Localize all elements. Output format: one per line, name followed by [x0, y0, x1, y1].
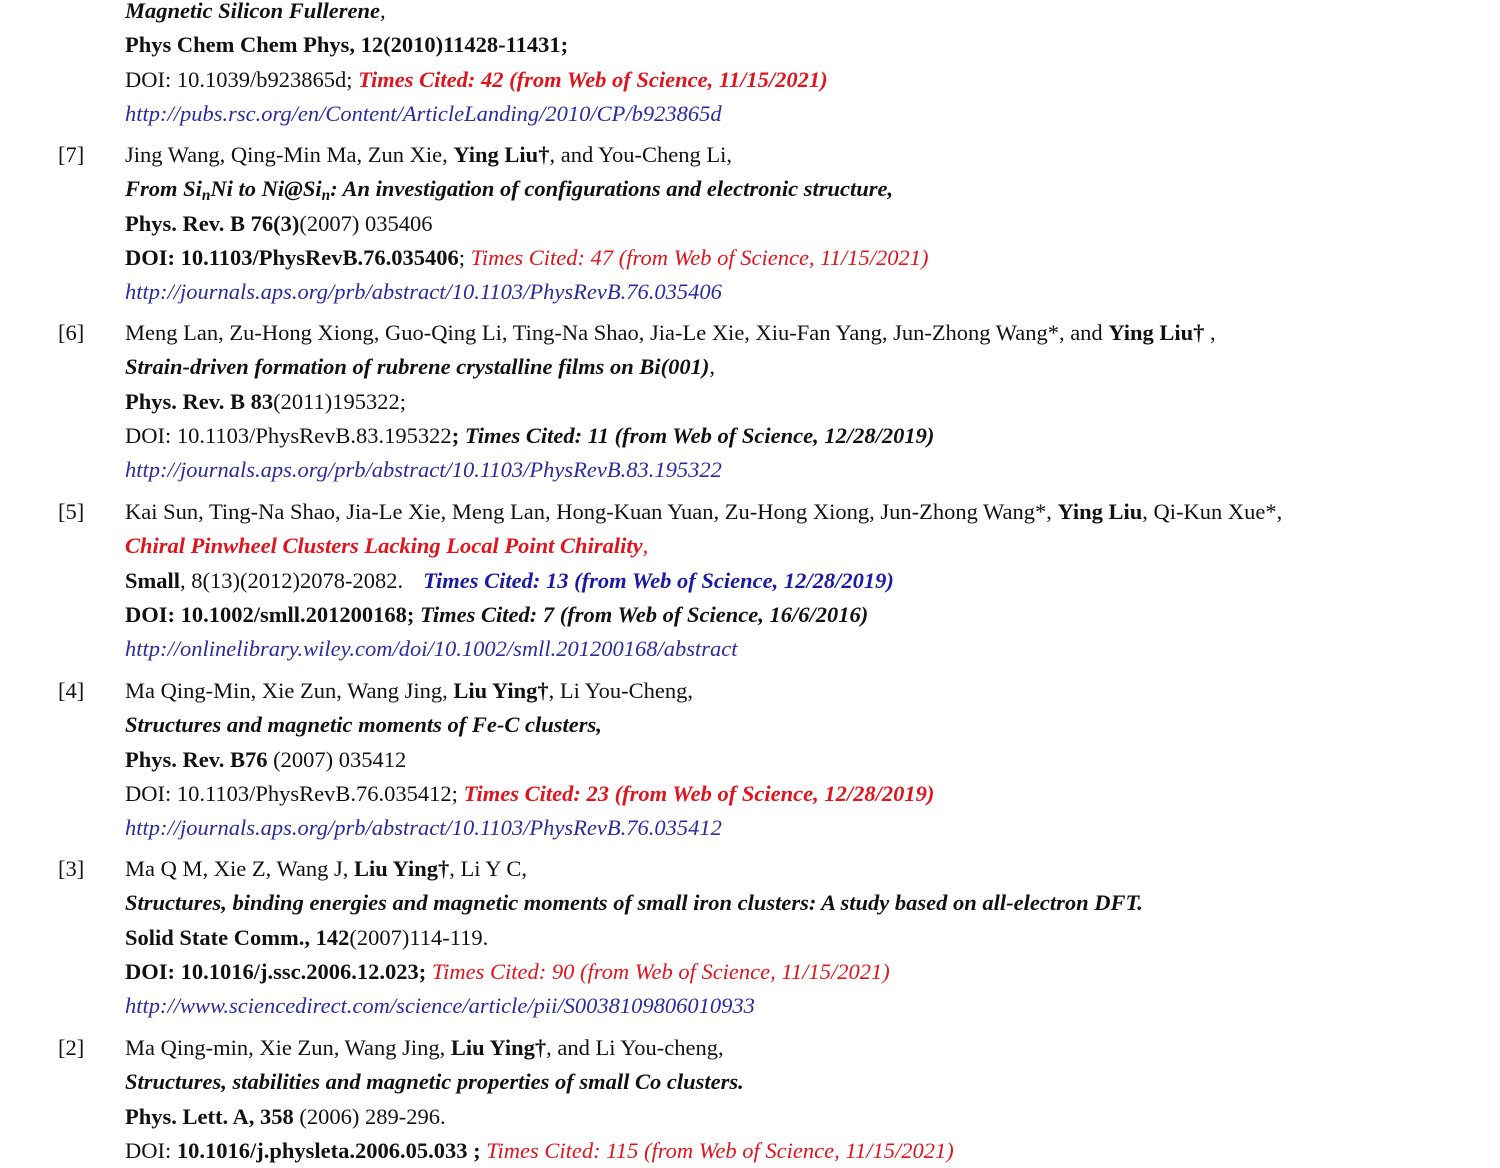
ref-5-title: Chiral Pinwheel Clusters Lacking Local Point Chirality [125, 533, 643, 559]
ref-3-title: Structures, binding energies and magnetic moments of small iron clusters: A study based on all-electron DFT. [125, 890, 1143, 916]
ref-6-authors [125, 316, 1495, 350]
ref-3-doi-line [125, 955, 1495, 989]
ref-8-doi-line [125, 63, 1495, 97]
ref-7-title-sub1: n [201, 187, 211, 205]
ref-4-journal [125, 743, 1495, 777]
ref-5-link[interactable]: http://onlinelibrary.wiley.com/doi/10.1002/smll.201200168/abstract [125, 636, 738, 662]
ref-6-link[interactable]: http://journals.aps.org/prb/abstract/10.1103/PhysRevB.83.195322 [125, 457, 722, 483]
ref-5-authors [125, 495, 1495, 529]
ref-4-title: Structures and magnetic moments of Fe-C clusters, [125, 712, 602, 738]
ref-7-title-part3: : An investigation of configurations and electronic structure, [330, 176, 894, 202]
ref-3-times-cited: Times Cited: 90 (from Web of Science, 11/15/2021) [426, 958, 890, 984]
ref-4-highlight-author: Liu Ying† [453, 678, 549, 703]
ref-3-authors-a: Ma Q M, Xie Z, Wang J, [125, 856, 354, 881]
ref-5-title-comma: , [642, 533, 649, 559]
ref-6-title-line [125, 350, 1495, 384]
ref-7-authors-a: Jing Wang, Qing-Min Ma, Zun Xie, [125, 142, 454, 167]
ref-4-journal-detail: (2007) 035412 [267, 746, 407, 772]
ref-4-times-cited: Times Cited: 23 (from Web of Science, 12/28/2019) [457, 780, 935, 806]
ref-6-doi-line [125, 419, 1495, 453]
ref-8-title-comma: , [380, 0, 386, 23]
ref-3-number: [3] [58, 856, 85, 881]
ref-5-number: [5] [58, 499, 85, 524]
ref-2-doi-line [125, 1134, 1495, 1168]
ref-2-journal [125, 1100, 1495, 1134]
ref-7-authors [125, 138, 1495, 172]
ref-7-title-part1: From Si [125, 176, 202, 202]
ref-4-authors-a: Ma Qing-Min, Xie Zun, Wang Jing, [125, 678, 454, 703]
ref-4-doi: DOI: 10.1103/PhysRevB.76.035412; [125, 780, 458, 806]
ref-3-authors-c: , Li Y C, [449, 856, 527, 881]
ref-6-journal-detail: (2011)195322; [273, 388, 407, 414]
ref-7-times-cited: Times Cited: 47 (from Web of Science, 11/15/2021) [465, 244, 929, 270]
ref-5-journal [125, 564, 1495, 598]
ref-5-journal-detail: , 8(13)(2012)2078-2082. [180, 567, 404, 593]
ref-8-link[interactable]: http://pubs.rsc.org/en/Content/ArticleLanding/2010/CP/b923865d [125, 100, 722, 126]
ref-4-number: [4] [58, 678, 85, 703]
ref-6-authors-a: Meng Lan, Zu-Hong Xiong, Guo-Qing Li, Ting-Na Shao, Jia-Le Xie, Xiu-Fan Yang, Jun-Zhong Wang*, and [125, 320, 1109, 345]
ref-7-title-sub2: n [321, 187, 331, 205]
ref-2-authors-a: Ma Qing-min, Xie Zun, Wang Jing, [125, 1035, 451, 1060]
ref-3-authors [125, 852, 1495, 886]
ref-4-authors [125, 674, 1495, 708]
ref-7-number: [7] [58, 142, 85, 167]
ref-4-journal-name: Phys. Rev. B76 [125, 746, 268, 772]
ref-6-authors-c: , [1204, 320, 1216, 345]
ref-8-doi: DOI: 10.1039/b923865d; [125, 66, 353, 92]
ref-3-highlight-author: Liu Ying† [354, 856, 450, 881]
ref-7-highlight-author: Ying Liu† [453, 142, 550, 167]
ref-4-authors-c: , Li You-Cheng, [548, 678, 694, 703]
ref-5-journal-name: Small [125, 567, 181, 593]
ref-7-doi-line [125, 241, 1495, 275]
ref-5-highlight-author: Ying Liu [1057, 499, 1143, 524]
ref-7-link[interactable]: http://journals.aps.org/prb/abstract/10.1103/PhysRevB.76.035406 [125, 279, 722, 305]
ref-6-highlight-author: Ying Liu† [1108, 320, 1205, 345]
ref-2-journal-detail: (2006) 289-296. [293, 1103, 446, 1129]
ref-6-title-comma: , [709, 354, 716, 380]
ref-4-doi-line [125, 777, 1495, 811]
ref-7-journal [125, 207, 1495, 241]
ref-6-doi-semicolon: ; [451, 422, 460, 448]
ref-2-doi-prefix: DOI: [125, 1137, 177, 1163]
ref-7-title-part2: Ni to Ni@Si [210, 176, 322, 202]
ref-7-journal-name: Phys. Rev. B 76(3) [125, 210, 300, 236]
ref-6-doi: DOI: 10.1103/PhysRevB.83.195322 [125, 422, 452, 448]
ref-3-link[interactable]: http://www.sciencedirect.com/science/article/pii/S0038109806010933 [125, 993, 755, 1019]
ref-5-times-cited-blue: Times Cited: 13 (from Web of Science, 12/28/2019) [423, 567, 894, 593]
ref-8-title-line [125, 0, 1495, 28]
ref-8-title: Magnetic Silicon Fullerene [125, 0, 381, 23]
ref-7-doi: DOI: 10.1103/PhysRevB.76.035406 [125, 244, 459, 270]
ref-5-doi-line [125, 598, 1495, 632]
ref-5-times-cited: Times Cited: 7 (from Web of Science, 16/6/2016) [414, 601, 869, 627]
ref-5-authors-c: , Qi-Kun Xue*, [1142, 499, 1283, 524]
ref-2-authors [125, 1031, 1495, 1065]
ref-2-times-cited: Times Cited: 115 (from Web of Science, 11/15/2021) [480, 1137, 954, 1163]
ref-7-title [125, 172, 1495, 206]
ref-3-journal-name: Solid State Comm., 142 [125, 924, 350, 950]
ref-6-journal [125, 385, 1495, 419]
ref-2-doi: 10.1016/j.physleta.2006.05.033 ; [176, 1137, 481, 1163]
ref-6-number: [6] [58, 320, 85, 345]
ref-3-doi: DOI: 10.1016/j.ssc.2006.12.023; [125, 958, 427, 984]
ref-2-journal-name: Phys. Lett. A, 358 [125, 1103, 294, 1129]
ref-8-times-cited: Times Cited: 42 (from Web of Science, 11/15/2021) [358, 66, 828, 92]
ref-4-link[interactable]: http://journals.aps.org/prb/abstract/10.1103/PhysRevB.76.035412 [125, 815, 722, 841]
ref-2-number: [2] [58, 1035, 85, 1060]
ref-3-journal [125, 921, 1495, 955]
ref-5-title-line [125, 529, 1495, 563]
ref-5-doi: DOI: 10.1002/smll.201200168; [125, 601, 415, 627]
ref-5-authors-a: Kai Sun, Ting-Na Shao, Jia-Le Xie, Meng Lan, Hong-Kuan Yuan, Zu-Hong Xiong, Jun-Zhong Wang*, [125, 499, 1058, 524]
ref-6-times-cited: Times Cited: 11 (from Web of Science, 12/28/2019) [459, 422, 935, 448]
ref-6-title: Strain-driven formation of rubrene crystalline films on Bi(001) [125, 354, 710, 380]
ref-7-authors-c: , and You-Cheng Li, [549, 142, 732, 167]
ref-3-journal-detail: (2007)114-119. [349, 924, 489, 950]
ref-2-highlight-author: Liu Ying† [450, 1035, 547, 1060]
ref-2-authors-c: , and Li You-cheng, [546, 1035, 724, 1060]
ref-7-doi-semicolon: ; [458, 244, 466, 270]
ref-6-journal-name: Phys. Rev. B 83 [125, 388, 274, 414]
ref-2-title: Structures, stabilities and magnetic properties of small Co clusters. [125, 1069, 744, 1095]
ref-7-journal-detail: (2007) 035406 [299, 210, 433, 236]
ref-8-journal: Phys Chem Chem Phys, 12(2010)11428-11431; [125, 32, 569, 58]
